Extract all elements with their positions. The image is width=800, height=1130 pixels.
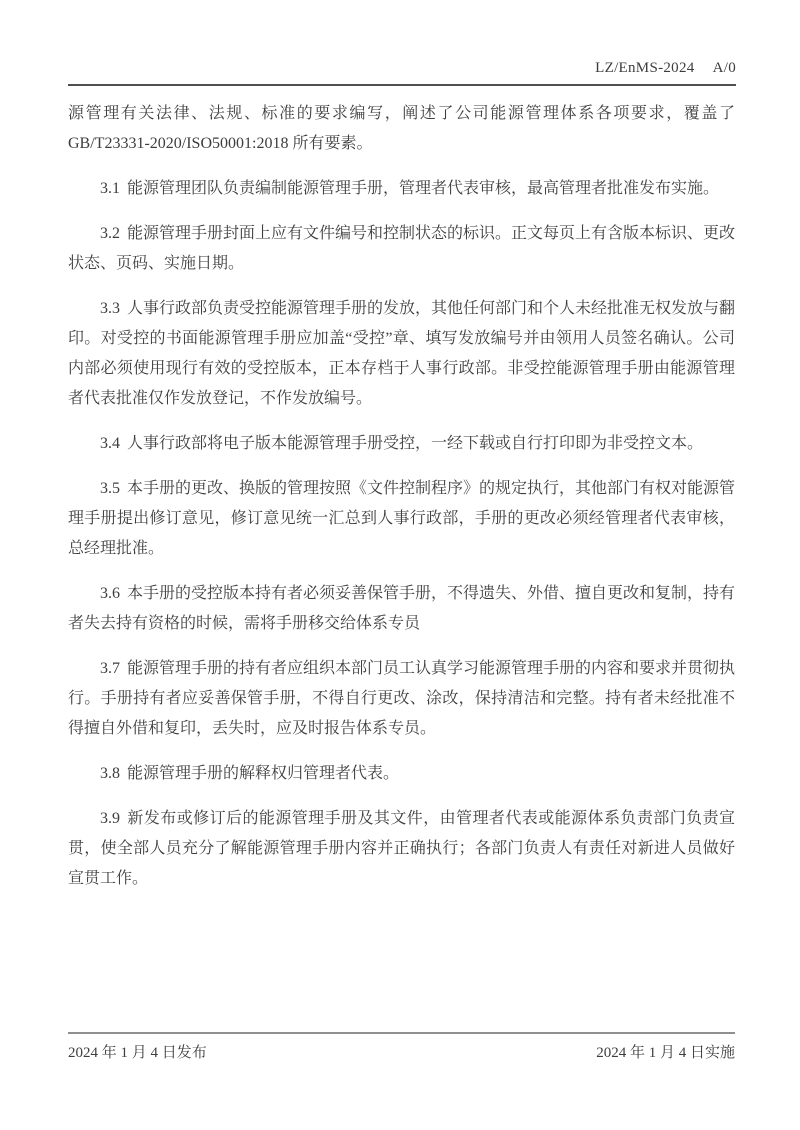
page-header — [68, 60, 736, 86]
document-code: LZ/EnMS-2024 — [595, 60, 695, 76]
clause-number: 3.8 — [100, 765, 120, 782]
document-body — [68, 89, 735, 909]
clause-number: 3.6 — [100, 585, 120, 602]
paragraph-3-4: 3.4 人事行政部将电子版本能源管理手册受控，一经下载或自行打印即为非受控文本。 — [100, 435, 704, 452]
clause-number: 3.2 — [100, 225, 120, 242]
page-footer — [68, 1032, 735, 1062]
paragraph-3-1: 3.1 能源管理团队负责编制能源管理手册，管理者代表审核，最高管理者批准发布实施。 — [100, 180, 720, 197]
paragraph-3-6: 3.6 本手册的受控版本持有者必须妥善保管手册，不得遗失、外借、擅自更改和复制，持有者失去持有资格的时候，需将手册移交给体系专员 — [68, 585, 736, 632]
paragraph-3-9: 3.9 新发布或修订后的能源管理手册及其文件，由管理者代表或能源体系负责部门负责宣贯，使全部人员充分了解能源管理手册内容并正确执行；各部门负责人有责任对新进人员做好宣贯工作。 — [68, 810, 735, 887]
release-date: 2024 年 1 月 4 日发布 — [68, 1045, 207, 1061]
clause-number: 3.3 — [100, 300, 120, 317]
paragraph-3-5: 3.5 本手册的更改、换版的管理按照《文件控制程序》的规定执行，其他部门有权对能源管理手册提出修订意见，修订意见统一汇总到人事行政部，手册的更改必须经管理者代表审核，总经理批准。 — [68, 480, 736, 557]
implement-date: 2024 年 1 月 4 日实施 — [596, 1045, 735, 1061]
clause-number: 3.5 — [100, 480, 120, 497]
paragraph-3-8: 3.8 能源管理手册的解释权归管理者代表。 — [100, 765, 400, 782]
clause-number: 3.9 — [100, 810, 120, 827]
clause-number: 3.7 — [100, 660, 120, 677]
paragraph-3-3: 3.3 人事行政部负责受控能源管理手册的发放，其他任何部门和个人未经批准无权发放与翻印。对受控的书面能源管理手册应加盖“受控”章、填写发放编号并由领用人员签名确认。公司内部必须使用现行有效的受控版本，正本存档于人事行政部。非受控能源管理手册由能源管理者代表批准仅作发放登记，不作发放编号。 — [68, 300, 736, 407]
clause-number: 3.1 — [100, 180, 120, 197]
paragraph-intro: 源管理有关法律、法规、标准的要求编写，阐述了公司能源管理体系各项要求，覆盖了 GB/T23331-2020/ISO50001:2018 所有要素。 — [68, 105, 735, 152]
revision-code: A/0 — [712, 60, 736, 76]
clause-number: 3.4 — [100, 435, 120, 452]
paragraph-3-7: 3.7 能源管理手册的持有者应组织本部门员工认真学习能源管理手册的内容和要求并贯彻执行。手册持有者应妥善保管手册，不得自行更改、涂改，保持清洁和完整。持有者未经批准不得擅自外借和复印，丢失时，应及时报告体系专员。 — [68, 660, 736, 737]
paragraph-3-2: 3.2 能源管理手册封面上应有文件编号和控制状态的标识。正文每页上有含版本标识、更改状态、页码、实施日期。 — [68, 225, 736, 272]
